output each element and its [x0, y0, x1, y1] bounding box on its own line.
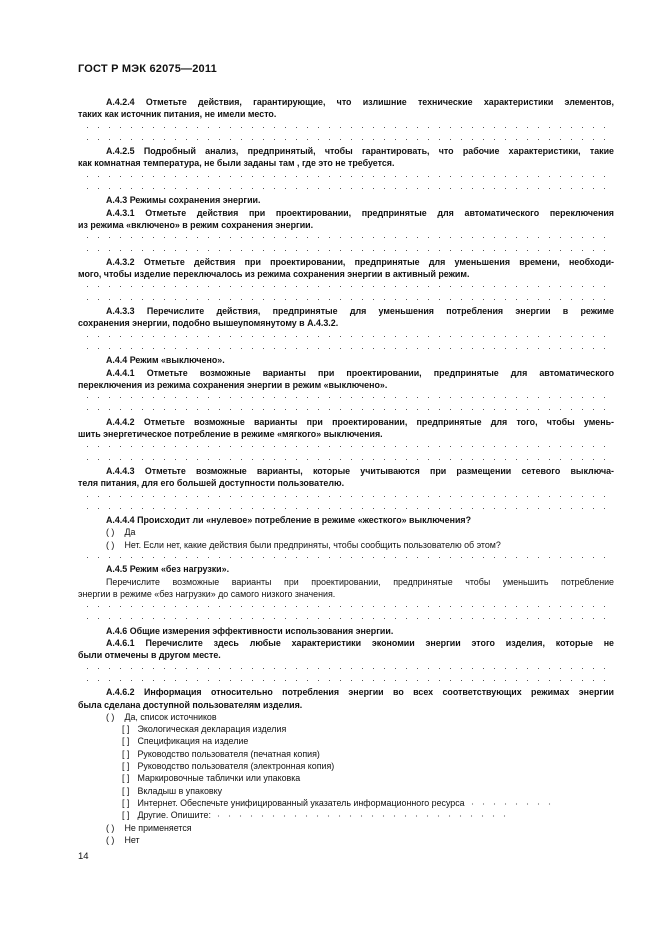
fill-in-dotted-line[interactable]: [467, 803, 559, 805]
fill-in-dotted-line[interactable]: [78, 551, 614, 563]
option-label: Руководство пользователя (печатная копия): [135, 748, 320, 759]
clause-text: Перечислите здесь любые характеристики экономии энергии этого изделия, которые не: [145, 638, 614, 649]
document-body: [78, 96, 614, 846]
sub-option-row: [78, 772, 614, 784]
clause-text: Отметьте действия при проектировании, предпринятые для уменьшения времени, необходи-: [143, 256, 614, 267]
clause-number: A.4.3.1: [106, 207, 146, 218]
clause-text: Информация относительно потребления энергии во всех соответствующих режимах энергии: [144, 687, 614, 698]
radio-option[interactable]: ( ): [106, 711, 115, 722]
section-title: Режим «выключено».: [129, 355, 225, 366]
option-row: [78, 539, 614, 551]
sub-option-row: [78, 785, 614, 797]
section-number: A.4.4: [106, 355, 130, 366]
checkbox-option[interactable]: [ ]: [122, 736, 130, 747]
clause-line: [78, 465, 614, 477]
section-heading: [78, 354, 614, 366]
clause-continuation: таких как источник питания, не имели место.: [78, 109, 277, 120]
checkbox-option[interactable]: [ ]: [122, 785, 130, 796]
checkbox-option[interactable]: [ ]: [122, 761, 130, 772]
paragraph-line: Перечислите возможные варианты при проектировании, предпринятые чтобы уменьшить потребление: [106, 576, 614, 587]
fill-in-dotted-line[interactable]: [78, 330, 614, 342]
clause-continuation: из режима «включено» в режим сохранения энергии.: [78, 219, 314, 230]
fill-in-dotted-line[interactable]: [78, 133, 614, 145]
radio-option[interactable]: ( ): [106, 539, 115, 550]
fill-in-dotted-line[interactable]: [78, 293, 614, 305]
clause-text: Отметьте возможные варианты при проектировании, предпринятые для того, чтобы умень-: [143, 416, 614, 427]
option-label: Нет: [122, 834, 140, 845]
sub-option-row: [78, 735, 614, 747]
section-heading: [78, 194, 614, 206]
fill-in-dotted-line[interactable]: [78, 244, 614, 256]
fill-in-dotted-line[interactable]: [78, 342, 614, 354]
fill-in-dotted-line[interactable]: [78, 440, 614, 452]
clause-line: [78, 367, 614, 379]
fill-in-dotted-line[interactable]: [78, 121, 614, 133]
clause-line: [78, 416, 614, 428]
clause-text: Отметьте действия, гарантирующие, что излишние технические характеристики элементов,: [145, 97, 614, 107]
clause-number: A.4.3.2: [106, 256, 144, 267]
clause-line: [78, 96, 614, 108]
radio-option[interactable]: ( ): [106, 834, 115, 845]
clause-number: A.4.4.2: [106, 416, 144, 427]
option-label: Маркировочные таблички или упаковка: [135, 773, 301, 784]
clause-text: Подробный анализ, предпринятый, чтобы гарантировать, что рабочие характеристики, такие: [143, 146, 614, 157]
clause-number: A.4.4.1: [106, 367, 147, 378]
section-title: Общие измерения эффективности использования энергии.: [129, 625, 394, 636]
option-row: [78, 526, 614, 538]
option-row: [78, 834, 614, 846]
checkbox-option[interactable]: [ ]: [122, 810, 130, 821]
fill-in-dotted-line[interactable]: [78, 662, 614, 674]
option-label: Не применяется: [122, 822, 192, 833]
fill-in-dotted-line[interactable]: [78, 170, 614, 182]
clause-continuation: как комнатная температура, не были заданы там , где это не требуется.: [78, 158, 395, 169]
fill-in-dotted-line[interactable]: [78, 391, 614, 403]
fill-in-dotted-line[interactable]: [78, 403, 614, 415]
clause-line: [78, 256, 614, 268]
clause-text: Отметьте возможные варианты, которые учитываются при размещении сетевого выключа-: [144, 465, 614, 476]
clause-text: Отметьте действия при проектировании, предпринятые для автоматического переключения: [145, 207, 614, 218]
sub-option-row: [78, 797, 614, 809]
option-label: Вкладыш в упаковку: [135, 785, 223, 796]
fill-in-dotted-line[interactable]: [78, 674, 614, 686]
clause-number: A.4.2.4: [106, 97, 146, 107]
clause-continuation: сохранения энергии, подобно вышеупомянутому в A.4.3.2.: [78, 318, 339, 329]
section-title: Режимы сохранения энергии.: [129, 195, 261, 206]
clause-continuation: мого, чтобы изделие переключалось из режима сохранения энергии в активный режим.: [78, 269, 470, 280]
option-label: Нет. Если нет, какие действия были предприняты, чтобы сообщить пользователю об этом?: [122, 539, 501, 550]
clause-number: A.4.4.3: [106, 465, 145, 476]
clause-continuation: были отмечены в другом месте.: [78, 650, 221, 661]
page-number: 14: [78, 851, 89, 862]
clause-continuation: переключения из режима сохранения энергии в режим «выключено».: [78, 379, 388, 390]
option-label: Экологическая декларация изделия: [135, 724, 287, 735]
radio-option[interactable]: ( ): [106, 822, 115, 833]
option-label: Спецификация на изделие: [135, 736, 249, 747]
section-number: A.4.5: [106, 564, 130, 575]
sub-option-row: [78, 748, 614, 760]
fill-in-dotted-line[interactable]: [213, 815, 513, 817]
option-row: [78, 822, 614, 834]
section-heading: [78, 563, 614, 575]
option-label: Интернет. Обеспечьте унифицированный указатель информационного ресурса: [135, 797, 465, 808]
clause-number: A.4.6.1: [106, 638, 146, 649]
clause-text: Отметьте возможные варианты при проектировании, предпринятые для автоматического: [146, 367, 614, 378]
section-number: A.4.4.4: [106, 515, 138, 526]
clause-text: Перечислите действия, предпринятые для уменьшения потребления энергии в режиме: [146, 306, 614, 317]
clause-continuation: шить энергетическое потребление в режиме «мягкого» выключения.: [78, 429, 383, 440]
checkbox-option[interactable]: [ ]: [122, 797, 130, 808]
fill-in-dotted-line[interactable]: [78, 612, 614, 624]
fill-in-dotted-line[interactable]: [78, 490, 614, 502]
option-label: Другие. Опишите:: [135, 810, 211, 821]
sub-option-row: [78, 723, 614, 735]
sub-option-row: [78, 760, 614, 772]
section-title: Режим «без нагрузки».: [129, 564, 230, 575]
clause-number: A.4.2.5: [106, 146, 144, 157]
clause-line: [78, 207, 614, 219]
fill-in-dotted-line[interactable]: [78, 182, 614, 194]
clause-line: [78, 686, 614, 698]
option-label: Да, список источников: [122, 711, 217, 722]
clause-line: [78, 305, 614, 317]
fill-in-dotted-line[interactable]: [78, 453, 614, 465]
option-label: Руководство пользователя (электронная копия): [135, 761, 335, 772]
section-heading: [78, 514, 614, 526]
paragraph-continuation: энергии в режиме «без нагрузки» до самого низкого значения.: [78, 588, 336, 599]
clause-line: [78, 145, 614, 157]
option-row: [78, 711, 614, 723]
section-number: A.4.6: [106, 625, 130, 636]
sub-option-row: [78, 809, 614, 821]
fill-in-dotted-line[interactable]: [78, 231, 614, 243]
clause-continuation: теля питания, для его большей доступности пользователю.: [78, 478, 345, 489]
clause-number: A.4.3.3: [106, 306, 147, 317]
clause-number: A.4.6.2: [106, 687, 145, 698]
clause-line: [78, 637, 614, 649]
section-number: A.4.3: [106, 195, 130, 206]
option-label: Да: [122, 527, 136, 538]
document-header: ГОСТ Р МЭК 62075—2011: [78, 63, 217, 75]
radio-option[interactable]: ( ): [106, 527, 115, 538]
fill-in-dotted-line[interactable]: [78, 502, 614, 514]
clause-continuation: была сделана доступной пользователям изделия.: [78, 699, 303, 710]
checkbox-option[interactable]: [ ]: [122, 773, 130, 784]
checkbox-option[interactable]: [ ]: [122, 724, 130, 735]
checkbox-option[interactable]: [ ]: [122, 748, 130, 759]
fill-in-dotted-line[interactable]: [78, 600, 614, 612]
fill-in-dotted-line[interactable]: [78, 280, 614, 292]
section-heading: [78, 625, 614, 637]
section-title: Происходит ли «нулевое» потребление в режиме «жесткого» выключения?: [137, 515, 472, 526]
